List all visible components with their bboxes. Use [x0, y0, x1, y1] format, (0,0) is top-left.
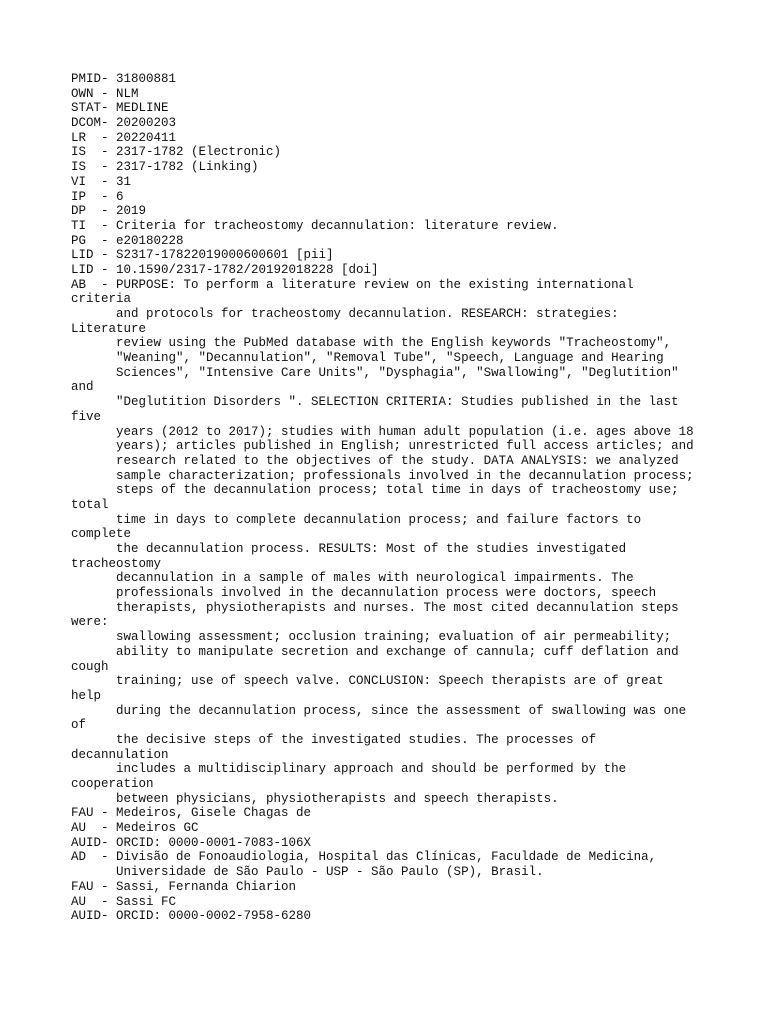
record-line: during the decannulation process, since the assessment of swallowing was one [71, 703, 687, 718]
record-line: therapists, physiotherapists and nurses. The most cited decannulation steps [71, 600, 679, 615]
record-line: decannulation [71, 747, 169, 762]
record-line: OWN - NLM [71, 86, 139, 101]
record-line: DP - 2019 [71, 204, 147, 219]
record-line: VI - 31 [71, 174, 132, 189]
record-line: cough [71, 659, 109, 674]
record-line: DCOM- 20200203 [71, 116, 177, 131]
record-line: and protocols for tracheostomy decannulation. RESEARCH: strategies: [71, 307, 619, 321]
record-line: tracheostomy [71, 556, 162, 571]
record-line: PMID- 31800881 [71, 72, 177, 86]
record-line: decannulation in a sample of males with neurological impairments. The [71, 571, 634, 586]
record-line: five [71, 409, 102, 424]
record-line: IS - 2317-1782 (Electronic) [71, 145, 282, 160]
record-line: Sciences", "Intensive Care Units", "Dysphagia", "Swallowing", "Deglutition" [71, 365, 679, 380]
record-line: AUID- ORCID: 0000-0001-7083-106X [71, 835, 312, 850]
record-line: IS - 2317-1782 (Linking) [71, 160, 259, 175]
record-line: cooperation [71, 777, 154, 791]
record-line: years (2012 to 2017); studies with human adult population (i.e. ages above 18 [71, 424, 694, 439]
record-line: LR - 20220411 [71, 130, 177, 145]
record-line: AUID- ORCID: 0000-0002-7958-6280 [71, 909, 312, 924]
record-line: of [71, 718, 87, 733]
record-line: includes a multidisciplinary approach and should be performed by the [71, 762, 627, 777]
record-line: LID - S2317-17822019000600601 [pii] [71, 248, 334, 263]
record-line: "Weaning", "Decannulation", "Removal Tube", "Speech, Language and Hearing [71, 351, 664, 366]
record-line: complete [71, 527, 132, 542]
record-line: professionals involved in the decannulation process were doctors, speech [71, 586, 657, 601]
record-line: LID - 10.1590/2317-1782/20192018228 [doi] [71, 262, 379, 277]
record-line: AD - Divisão de Fonoaudiologia, Hospital das Clínicas, Faculdade de Medicina, [71, 850, 657, 865]
record-line: swallowing assessment; occlusion training; evaluation of air permeability; [71, 630, 672, 645]
record-line: IP - 6 [71, 189, 124, 204]
record-line: criteria [71, 292, 132, 307]
record-line: years); articles published in English; unrestricted full access articles; and [71, 439, 694, 454]
record-line: and [71, 380, 94, 395]
record-line: the decannulation process. RESULTS: Most of the studies investigated [71, 542, 627, 556]
record-line: FAU - Sassi, Fernanda Chiarion [71, 879, 297, 894]
record-line: help [71, 688, 102, 703]
record-line: AU - Medeiros GC [71, 821, 199, 836]
record-line: steps of the decannulation process; total time in days of tracheostomy use; [71, 483, 679, 498]
record-line: "Deglutition Disorders ". SELECTION CRITERIA: Studies published in the last [71, 395, 679, 410]
record-line: research related to the objectives of the study. DATA ANALYSIS: we analyzed [71, 453, 679, 468]
record-line: Literature [71, 321, 147, 336]
record-line: AB - PURPOSE: To perform a literature review on the existing international [71, 277, 634, 292]
record-line: were: [71, 615, 109, 630]
record-line: PG - e20180228 [71, 233, 184, 248]
record-line: total [71, 497, 109, 512]
record-line: FAU - Medeiros, Gisele Chagas de [71, 806, 312, 821]
record-line: time in days to complete decannulation process; and failure factors to [71, 512, 642, 527]
record-line: between physicians, physiotherapists and speech therapists. [71, 791, 559, 806]
record-line: sample characterization; professionals involved in the decannulation process; [71, 468, 694, 483]
record-line: STAT- MEDLINE [71, 101, 169, 116]
record-line: Universidade de São Paulo - USP - São Paulo (SP), Brasil. [71, 865, 544, 880]
record-line: AU - Sassi FC [71, 894, 177, 909]
record-line: ability to manipulate secretion and exchange of cannula; cuff deflation and [71, 644, 679, 659]
record-line: training; use of speech valve. CONCLUSION: Speech therapists are of great [71, 674, 664, 689]
record-line: review using the PubMed database with the English keywords "Tracheostomy", [71, 336, 672, 351]
medline-record-text [71, 72, 711, 924]
record-line: the decisive steps of the investigated studies. The processes of [71, 732, 597, 747]
record-line: TI - Criteria for tracheostomy decannulation: literature review. [71, 218, 559, 233]
